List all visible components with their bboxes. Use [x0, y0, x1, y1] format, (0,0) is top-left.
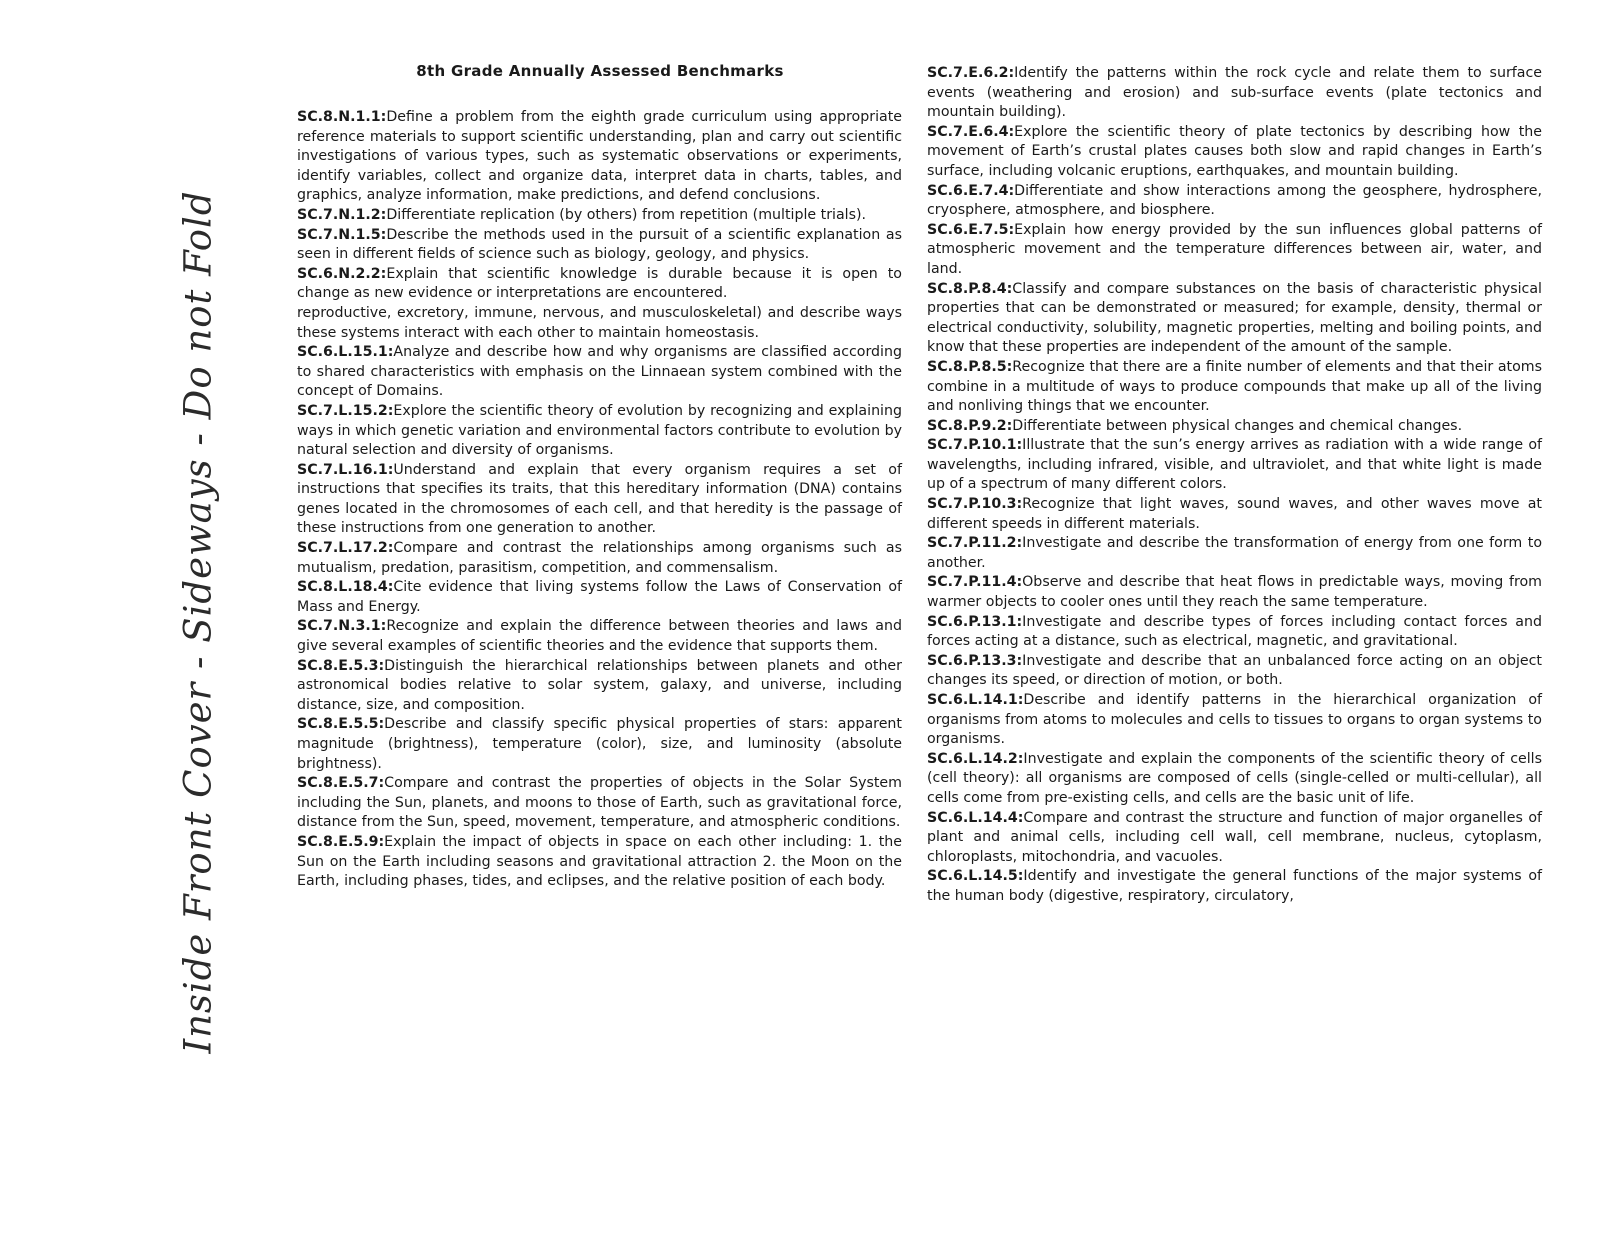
- benchmark-text: Define a problem from the eighth grade curriculum using appropriate reference materials to support scientific understanding, plan and carry out scientific investigations of various types, such as systematic observations or experiments, identify variables, collect and organize data, interpret data in charts, tables, and graphics, analyze information, make predictions, and defend conclusions.: [297, 109, 902, 204]
- benchmark-entry: [927, 691, 1542, 750]
- handwritten-note-text: Inside Front Cover - Sideways - Do not Fold: [176, 190, 220, 1054]
- benchmark-entry: [297, 206, 902, 226]
- benchmark-text: Differentiate between physical changes and chemical changes.: [1012, 417, 1463, 434]
- benchmark-entry: [297, 578, 902, 617]
- benchmark-code: SC.6.L.14.4:: [927, 809, 1024, 826]
- benchmark-entry: [927, 280, 1542, 358]
- benchmark-text: Recognize that there are a finite number of elements and that their atoms combine in a multitude of ways to produce compounds that make up all of the living and nonliving things that we encounter.: [927, 358, 1542, 415]
- benchmark-text: Classify and compare substances on the basis of characteristic physical properties that can be demonstrated or measured; for example, density, thermal or electrical conductivity, solubility, magnetic properties, melting and boiling points, and know that these properties are independent of the amount of the sample.: [927, 280, 1542, 356]
- benchmark-entry: [297, 715, 902, 774]
- benchmark-text: Describe and classify specific physical properties of stars: apparent magnitude (brightness), temperature (color), size, and luminosity (absolute brightness).: [297, 716, 902, 772]
- benchmark-entry: [297, 343, 902, 402]
- benchmark-code: SC.6.L.14.2:: [927, 750, 1024, 767]
- benchmark-text: Distinguish the hierarchical relationships between planets and other astronomical bodies relative to solar system, galaxy, and universe, including distance, size, and composition.: [297, 657, 902, 713]
- benchmark-entry: [927, 182, 1542, 221]
- benchmark-code: SC.7.N.3.1:: [297, 618, 387, 635]
- benchmark-entry: [927, 809, 1542, 868]
- benchmark-text: Explain how energy provided by the sun influences global patterns of atmospheric movement and the temperature differences between air, water, and land.: [927, 221, 1542, 277]
- benchmark-text: Investigate and explain the components of the scientific theory of cells (cell theory): all organisms are composed of cells (single-celled or multi-cellular), all cells come from pre-existing cells, and cells are the basic unit of life.: [927, 750, 1542, 806]
- benchmark-entry: [927, 123, 1542, 182]
- benchmark-text: Explain that scientific knowledge is durable because it is open to change as new evidence or interpretations are encountered.: [297, 265, 902, 302]
- benchmark-entry: [297, 657, 902, 716]
- benchmark-text: Investigate and describe the transformation of energy from one form to another.: [927, 535, 1542, 571]
- benchmark-entry: [297, 833, 902, 892]
- benchmark-code: SC.7.L.15.2:: [297, 402, 394, 419]
- benchmark-entry: [297, 226, 902, 265]
- benchmark-code: SC.7.N.1.5:: [297, 226, 387, 243]
- benchmark-code: SC.7.E.6.2:: [927, 65, 1015, 81]
- benchmark-code: SC.7.E.6.4:: [927, 123, 1015, 140]
- benchmark-text: Cite evidence that living systems follow the Laws of Conservation of Mass and Energy.: [297, 579, 902, 615]
- benchmark-code: SC.8.E.5.9:: [297, 833, 385, 850]
- benchmark-code: SC.8.P.9.2:: [927, 417, 1013, 434]
- benchmark-entry: [927, 534, 1542, 573]
- benchmark-code: SC.8.E.5.7:: [297, 775, 385, 792]
- right-benchmark-column: [927, 64, 1542, 907]
- benchmark-text: Describe the methods used in the pursuit of a scientific explanation as seen in different fields of science such as biology, geology, and physics.: [297, 226, 902, 263]
- benchmark-code: SC.6.L.15.1:: [297, 344, 394, 361]
- benchmark-text: reproductive, excretory, immune, nervous, and musculoskeletal) and describe ways these systems interact with each other to maintain homeostasis.: [297, 304, 902, 341]
- benchmark-entry: [927, 436, 1542, 495]
- benchmark-text: Identify the patterns within the rock cycle and relate them to surface events (weathering and erosion) and sub-surface events (plate tectonics and mountain building).: [927, 65, 1542, 121]
- benchmark-text: Recognize that light waves, sound waves, and other waves move at different speeds in different materials.: [927, 496, 1542, 532]
- benchmark-text: Compare and contrast the relationships among organisms such as mutualism, predation, parasitism, competition, and commensalism.: [297, 540, 902, 576]
- benchmark-entry: [297, 402, 902, 461]
- benchmark-entry: [927, 358, 1542, 417]
- benchmark-code: SC.7.P.10.3:: [927, 496, 1023, 513]
- benchmark-text: Differentiate and show interactions among the geosphere, hydrosphere, cryosphere, atmosphere, and biosphere.: [927, 182, 1542, 219]
- benchmark-entry: [297, 774, 902, 833]
- benchmark-entry: [927, 652, 1542, 691]
- benchmark-text: Recognize and explain the difference between theories and laws and give several examples of scientific theories and the evidence that supports them.: [297, 618, 902, 655]
- benchmark-entry: [297, 108, 902, 206]
- benchmark-entry: [297, 304, 902, 343]
- benchmark-text: Investigate and describe types of forces including contact forces and forces acting at a distance, such as electrical, magnetic, and gravitational.: [927, 613, 1542, 650]
- benchmark-code: SC.7.P.10.1:: [927, 437, 1023, 454]
- left-benchmark-column: [297, 108, 902, 892]
- benchmark-code: SC.6.P.13.1:: [927, 613, 1023, 630]
- benchmark-code: SC.6.E.7.5:: [927, 221, 1015, 238]
- benchmark-code: SC.7.P.11.4:: [927, 574, 1023, 591]
- benchmark-code: SC.6.N.2.2:: [297, 265, 387, 282]
- benchmark-text: Analyze and describe how and why organisms are classified according to shared characteristics with emphasis on the Linnaean system combined with the concept of Domains.: [297, 344, 902, 400]
- benchmark-code: SC.7.L.17.2:: [297, 540, 394, 557]
- benchmark-code: SC.8.P.8.4:: [927, 280, 1013, 297]
- benchmark-code: SC.7.P.11.2:: [927, 535, 1023, 552]
- benchmark-entry: [927, 867, 1542, 906]
- benchmark-code: SC.7.N.1.2:: [297, 206, 387, 223]
- benchmark-code: SC.6.L.14.5:: [927, 868, 1024, 885]
- benchmark-code: SC.8.L.18.4:: [297, 579, 394, 596]
- benchmark-code: SC.8.E.5.3:: [297, 657, 385, 674]
- benchmark-code: SC.8.P.8.5:: [927, 358, 1013, 375]
- benchmark-text: Understand and explain that every organism requires a set of instructions that specifies its traits, that this hereditary information (DNA) contains genes located in the chromosomes of each cell, and that heredity is the passage of these instructions from one generation to another.: [297, 461, 902, 537]
- benchmark-entry: [927, 417, 1542, 437]
- benchmark-text: Identify and investigate the general functions of the major systems of the human body (digestive, respiratory, circulatory,: [927, 868, 1542, 904]
- benchmark-code: SC.8.E.5.5:: [297, 716, 385, 733]
- benchmark-text: Observe and describe that heat flows in predictable ways, moving from warmer objects to cooler ones until they reach the same temperature.: [927, 574, 1542, 611]
- benchmark-text: Explain the impact of objects in space on each other including: 1. the Sun on the Earth including seasons and gravitational attraction 2. the Moon on the Earth, including phases, tides, and eclipses, and the relative position of each body.: [297, 833, 902, 890]
- benchmark-entry: [297, 617, 902, 656]
- benchmark-entry: [297, 265, 902, 304]
- benchmark-entry: [297, 539, 902, 578]
- benchmark-text: Describe and identify patterns in the hierarchical organization of organisms from atoms to molecules and cells to tissues to organs to organ systems to organisms.: [927, 692, 1542, 748]
- benchmark-text: Differentiate replication (by others) from repetition (multiple trials).: [386, 206, 867, 223]
- benchmark-entry: [927, 221, 1542, 280]
- benchmark-entry: [927, 573, 1542, 612]
- benchmark-entry: [927, 613, 1542, 652]
- benchmark-code: SC.8.N.1.1:: [297, 109, 387, 125]
- benchmark-text: Investigate and describe that an unbalanced force acting on an object changes its speed, or direction of motion, or both.: [927, 652, 1542, 689]
- benchmark-code: SC.6.P.13.3:: [927, 652, 1023, 669]
- page-title: 8th Grade Annually Assessed Benchmarks: [416, 62, 784, 80]
- benchmark-text: Explore the scientific theory of plate tectonics by describing how the movement of Earth’s crustal plates causes both slow and rapid changes in Earth’s surface, including volcanic eruptions, earthquakes, and mountain building.: [927, 123, 1542, 179]
- benchmark-entry: [927, 64, 1542, 123]
- benchmark-code: SC.6.L.14.1:: [927, 692, 1024, 708]
- benchmark-entry: [927, 495, 1542, 534]
- benchmark-code: SC.6.E.7.4:: [927, 182, 1015, 199]
- benchmark-entry: [927, 750, 1542, 809]
- benchmark-text: Illustrate that the sun’s energy arrives as radiation with a wide range of wavelengths, including infrared, visible, and ultraviolet, and that white light is made up of a spectrum of many different colors.: [927, 437, 1542, 493]
- benchmark-code: SC.7.L.16.1:: [297, 461, 394, 478]
- benchmark-entry: [297, 461, 902, 539]
- benchmark-text: Compare and contrast the properties of objects in the Solar System including the Sun, planets, and moons to those of Earth, such as gravitational force, distance from the Sun, speed, movement, temperature, and atmospheric conditions.: [297, 775, 902, 831]
- benchmark-text: Compare and contrast the structure and function of major organelles of plant and animal cells, including cell wall, cell membrane, nucleus, cytoplasm, chloroplasts, mitochondria, and vacuoles.: [927, 809, 1542, 865]
- benchmark-text: Explore the scientific theory of evolution by recognizing and explaining ways in which genetic variation and environmental factors contribute to evolution by natural selection and diversity of organisms.: [297, 402, 902, 459]
